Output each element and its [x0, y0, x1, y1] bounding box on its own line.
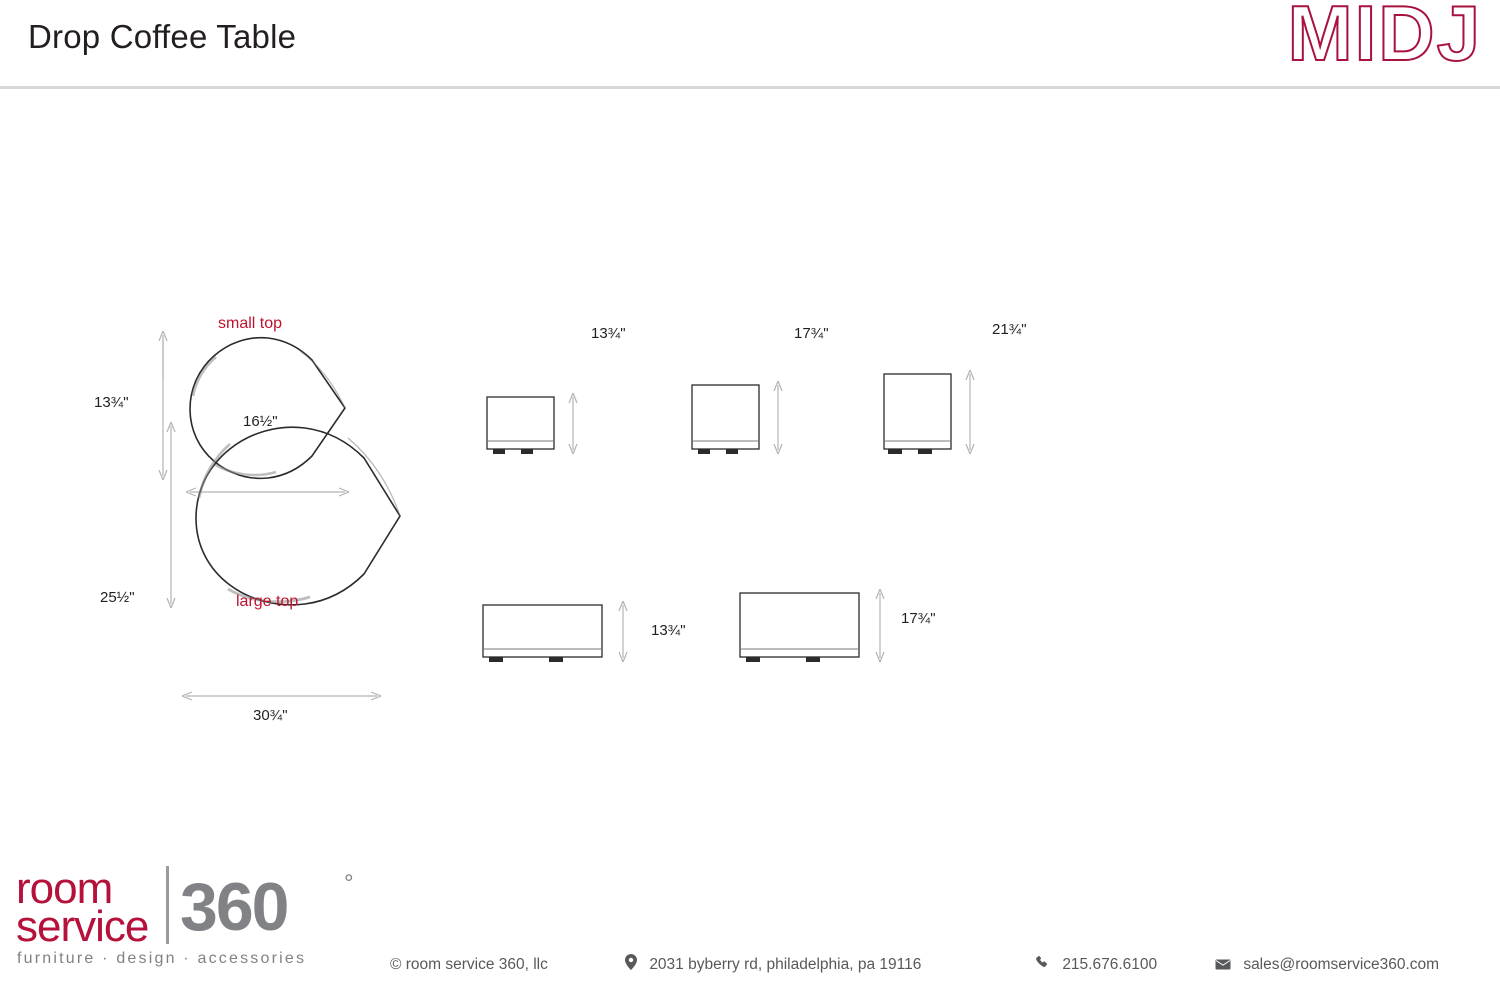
logo-divider — [166, 866, 169, 944]
phone-icon — [1035, 955, 1050, 977]
base-large-13-dimension — [619, 601, 627, 662]
logo-room-text: room — [16, 864, 113, 913]
drawings-svg — [0, 86, 1500, 846]
base-large-13 — [483, 605, 602, 662]
base-small-21 — [884, 374, 951, 454]
midj-brand-logo: MIDJ — [1287, 0, 1482, 77]
base-small-21-dimension — [966, 370, 974, 454]
large-top-width-label: 30¾" — [253, 707, 288, 724]
small-top-shape — [190, 338, 345, 479]
copyright-text: © room service 360, llc — [390, 956, 548, 973]
room-service-360-logo — [14, 864, 364, 974]
product-dimension-drawings — [0, 86, 1500, 846]
address-block — [625, 954, 921, 977]
base-small-13-label: 13¾" — [591, 325, 626, 342]
address-text: 2031 byberry rd, philadelphia, pa 19116 — [649, 956, 922, 973]
small-top-depth-label: 13¾" — [94, 394, 129, 411]
page-title: Drop Coffee Table — [28, 18, 297, 55]
base-small-17 — [692, 385, 759, 454]
page-header — [0, 0, 1500, 86]
base-large-13-label: 13¾" — [651, 622, 686, 639]
base-large-17-label: 17¾" — [901, 610, 936, 627]
phone-text: 215.676.6100 — [1062, 956, 1158, 973]
phone-block — [1035, 954, 1157, 977]
email-block[interactable] — [1215, 954, 1439, 977]
base-small-17-dimension — [774, 381, 782, 454]
base-large-17-dimension — [876, 589, 884, 662]
base-small-21-label: 21¾" — [992, 321, 1027, 338]
logo-360-text: 360 — [180, 869, 288, 945]
base-large-17 — [740, 593, 859, 662]
large-top-shape — [196, 427, 400, 605]
email-text[interactable]: sales@roomservice360.com — [1243, 956, 1440, 973]
large-top-width-dimension — [182, 692, 381, 700]
logo-service-text: service — [16, 902, 149, 951]
large-top-depth-label: 25½" — [100, 589, 135, 606]
base-small-17-label: 17¾" — [794, 325, 829, 342]
small-top-depth-dimension — [159, 331, 167, 480]
logo-tagline: furniture · design · accessories — [17, 950, 307, 967]
page-footer — [0, 846, 1500, 1000]
base-small-13-dimension — [569, 393, 577, 454]
small-top-label: small top — [218, 315, 283, 332]
location-pin-icon — [625, 954, 637, 977]
logo-degree-symbol: ° — [344, 870, 354, 897]
base-small-13 — [487, 397, 554, 454]
large-top-label: large top — [236, 593, 299, 610]
large-top-depth-dimension — [167, 422, 175, 608]
small-top-width-label: 16½" — [243, 413, 278, 430]
envelope-icon — [1215, 955, 1231, 977]
footer-contact-bar — [380, 954, 1490, 988]
